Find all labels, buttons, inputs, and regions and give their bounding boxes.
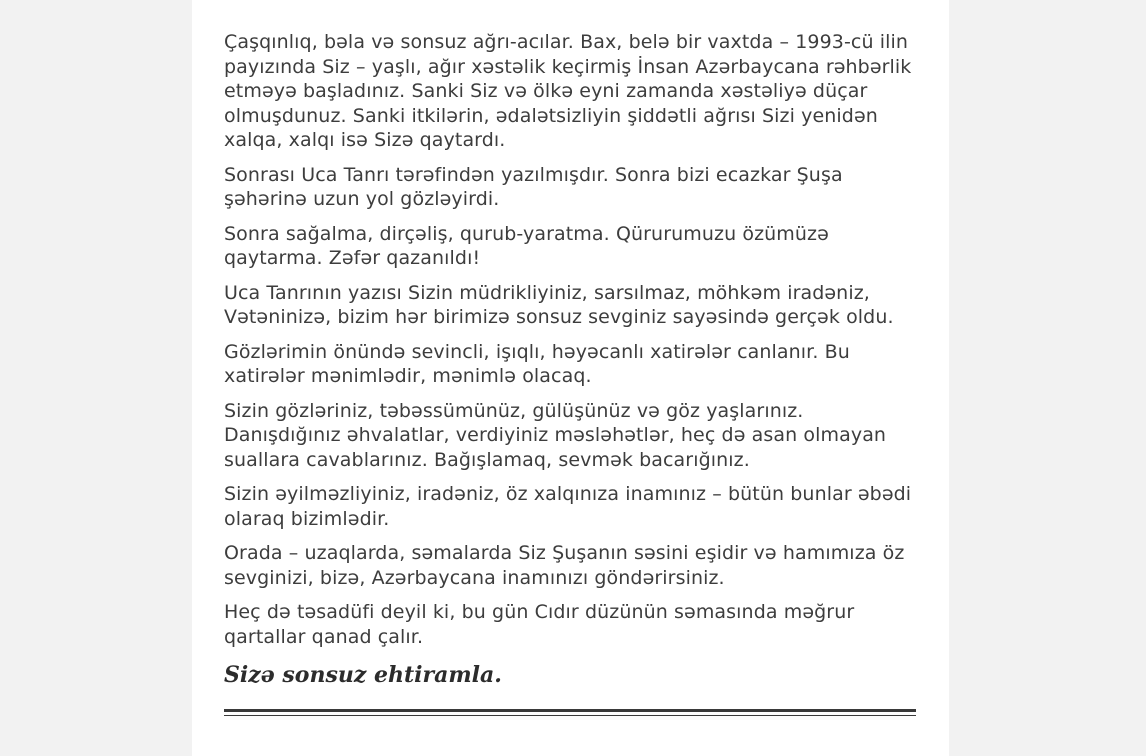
double-divider [224, 709, 916, 716]
document-page [192, 0, 949, 756]
paragraph-1: Çaşqınlıq, bəla və sonsuz ağrı-acılar. Bax, belə bir vaxtda – 1993-cü ilin payızında Siz – yaşlı, ağır xəstəlik keçirmiş İnsan Azərbaycana rəhbərlik etməyə başladınız. Sanki Siz və ölkə eyni zamanda xəstəliyə düçar olmuşdunuz. Sanki itkilərin, ədalətsizliyin şiddətli ağrısı Sizi yenidən xalqa, xalqı isə Sizə qaytardı. [224, 31, 912, 151]
paragraph-7: Sizin əyilməzliyiniz, iradəniz, öz xalqınıza inamınız – bütün bunlar əbədi olaraq bizimlədir. [224, 483, 912, 530]
paragraph-4: Uca Tanrının yazısı Sizin müdrikliyiniz, sarsılmaz, möhkəm iradəniz, Vətəninizə, bizim hər birimizə sonsuz sevginiz sayəsində gerçək oldu. [224, 281, 894, 328]
paragraph-8: Orada – uzaqlarda, səmalarda Siz Şuşanın səsini eşidir və hamımıza öz sevginizi, bizə, Azərbaycana inamınızı göndərirsiniz. [224, 542, 905, 589]
paragraph-3: Sonra sağalma, dirçəliş, qurub-yaratma. Qürurumuzu özümüzə qaytarma. Zəfər qazanıldı! [224, 222, 829, 269]
paragraph-2: Sonrası Uca Tanrı tərəfindən yazılmışdır. Sonra bizi ecazkar Şuşa şəhərinə uzun yol gözləyirdi. [224, 163, 843, 210]
paragraph-6: Sizin gözləriniz, təbəssümünüz, gülüşünüz və göz yaşlarınız. Danışdığınız əhvalatlar, verdiyiniz məsləhətlər, heç də asan olmayan suallara cavablarınız. Bağışlamaq, sevmək bacarığınız. [224, 399, 887, 471]
signoff-text: Sizə sonsuz ehtiramla. [224, 662, 502, 688]
paragraph-9: Heç də təsadüfi deyil ki, bu gün Cıdır düzünün səmasında məğrur qartallar qanad çalır. [224, 601, 855, 648]
paragraph-5: Gözlərimin önündə sevincli, işıqlı, həyəcanlı xatirələr canlanır. Bu xatirələr mənimlədir, mənimlə olacaq. [224, 340, 850, 387]
article-body [224, 30, 916, 689]
